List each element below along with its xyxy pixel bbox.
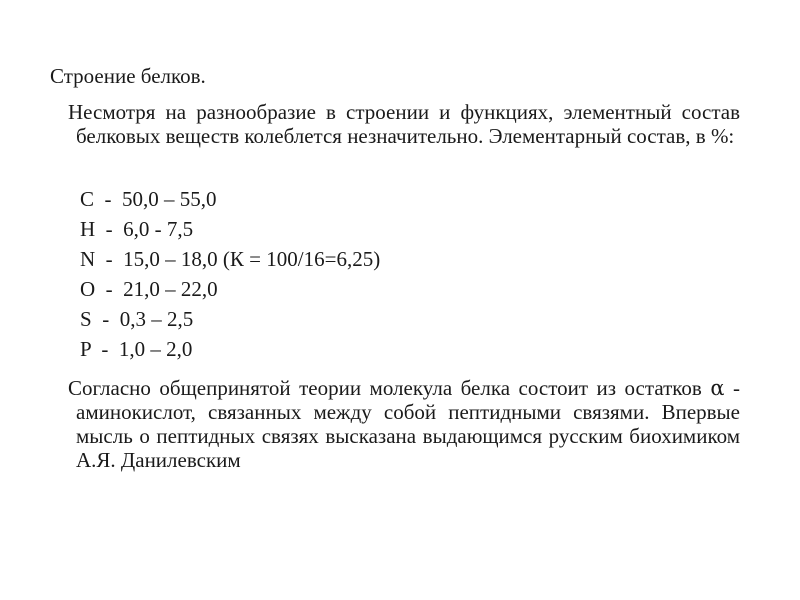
element-note: (К = 100/16=6,25) — [222, 247, 381, 271]
element-range: 6,0 - 7,5 — [123, 217, 194, 241]
theory-text-part2: - аминокислот, связанных между собой пептидными связями. Впервые мысль о пептидных связях высказана выдающимся русским биохимиком А.Я. Данилевским — [76, 376, 741, 472]
slide-title: Строение белков. — [50, 64, 206, 88]
element-row-hydrogen: H - 6,0 - 7,5 — [80, 217, 194, 241]
element-row-sulfur: S - 0,3 – 2,5 — [80, 307, 194, 331]
element-row-oxygen: O - 21,0 – 22,0 — [80, 277, 218, 301]
element-range: 1,0 – 2,0 — [118, 337, 193, 361]
theory-paragraph — [68, 376, 741, 472]
alpha-symbol: α — [710, 376, 725, 400]
intro-paragraph: Несмотря на разнообразие в строении и функциях, элементный состав белковых веществ колеблется незначительно. Элементарный состав, в %: — [68, 100, 740, 148]
element-symbol: C — [80, 187, 95, 211]
element-range: 50,0 – 55,0 — [122, 187, 217, 211]
element-symbol: P — [80, 337, 91, 361]
element-range: 21,0 – 22,0 — [123, 277, 218, 301]
element-symbol: S — [80, 307, 92, 331]
element-row-nitrogen: N - 15,0 – 18,0 (К = 100/16=6,25) — [80, 247, 381, 271]
element-row-phosphorus: P - 1,0 – 2,0 — [80, 337, 193, 361]
element-symbol: N — [80, 247, 96, 271]
element-range: 15,0 – 18,0 — [123, 247, 218, 271]
theory-text-part1: Согласно общепринятой теории молекула белка состоит из остатков — [68, 376, 711, 400]
element-row-carbon: C - 50,0 – 55,0 — [80, 187, 217, 211]
element-symbol: H — [80, 217, 96, 241]
element-range: 0,3 – 2,5 — [119, 307, 194, 331]
element-symbol: O — [80, 277, 96, 301]
element-composition-list — [80, 184, 380, 364]
